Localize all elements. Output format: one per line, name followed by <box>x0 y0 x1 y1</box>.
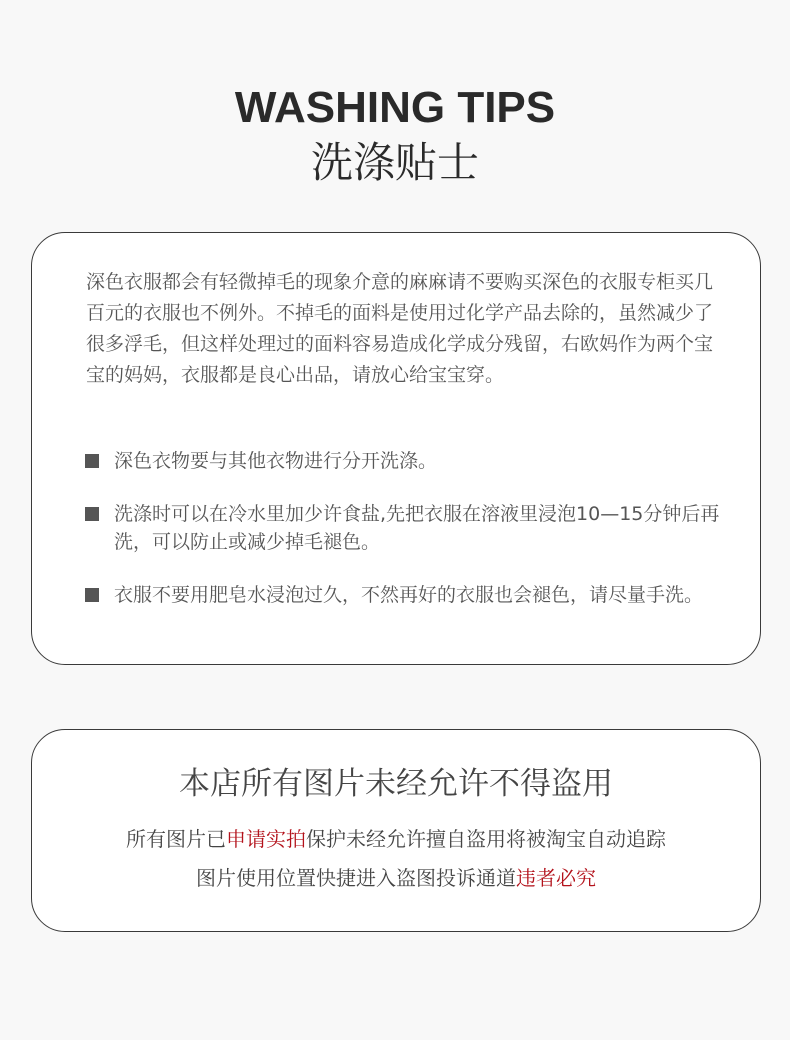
intro-paragraph: 深色衣服都会有轻微掉毛的现象介意的麻麻请不要购买深色的衣服专柜买几百元的衣服也不例外。不掉毛的面料是使用过化学产品去除的，虽然减少了很多浮毛，但这样处理过的面料容易造成化学成分残留，右欧妈作为两个宝宝的妈妈，衣服都是良心出品，请放心给宝宝穿。 <box>86 271 714 386</box>
list-item <box>84 581 724 609</box>
square-bullet-icon <box>85 454 99 468</box>
list-item <box>84 500 724 556</box>
copyright-notice-card <box>31 729 761 932</box>
notice-text: 所有图片已 <box>126 827 226 851</box>
notice-title: 本店所有图片未经允许不得盗用 <box>179 766 613 802</box>
notice-text: 保护未经允许擅自盗用将被淘宝自动追踪 <box>306 827 666 851</box>
square-bullet-icon <box>85 507 99 521</box>
tip-text: 洗涤时可以在冷水里加少许食盐,先把衣服在溶液里浸泡10—15分钟后再洗，可以防止或减少掉毛褪色。 <box>114 503 720 553</box>
notice-highlight: 申请实拍 <box>226 827 306 851</box>
washing-tips-card <box>31 232 761 665</box>
tip-text: 衣服不要用肥皂水浸泡过久，不然再好的衣服也会褪色，请尽量手洗。 <box>114 584 704 606</box>
notice-line-1 <box>32 825 760 853</box>
notice-highlight: 违者必究 <box>516 866 596 890</box>
title-chinese: 洗涤贴士 <box>310 138 479 187</box>
notice-text: 图片使用位置快捷进入盗图投诉通道 <box>196 866 516 890</box>
tips-list <box>84 447 724 609</box>
tip-text: 深色衣物要与其他衣物进行分开洗涤。 <box>114 450 438 472</box>
page-header <box>0 82 790 190</box>
square-bullet-icon <box>85 588 99 602</box>
list-item <box>84 447 724 475</box>
title-english: WASHING TIPS <box>234 83 556 132</box>
notice-line-2 <box>32 864 760 892</box>
